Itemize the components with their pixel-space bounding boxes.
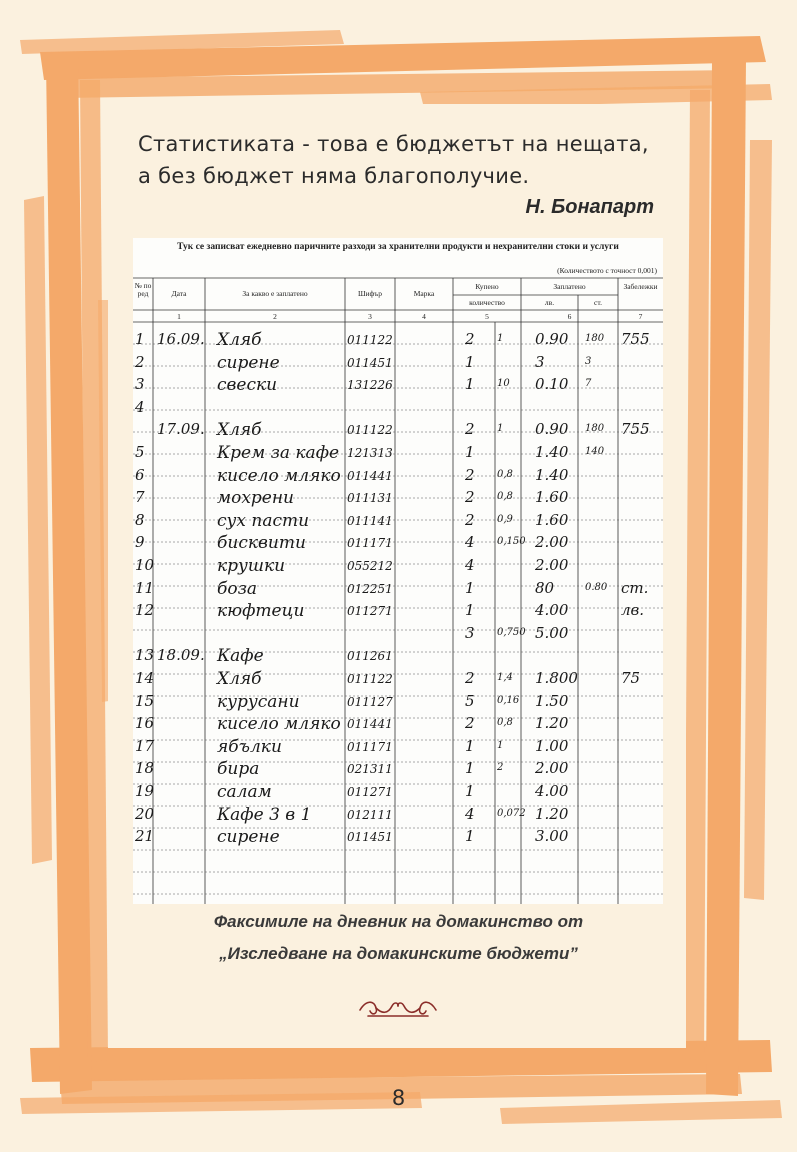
row-item: курусани <box>217 691 300 712</box>
row-unit: 0,8 <box>497 717 513 729</box>
row-code: 011122 <box>347 333 393 347</box>
row-extra: 0.80 <box>585 581 608 593</box>
header-num: № по ред <box>134 281 152 298</box>
row-number: 8 <box>135 510 145 529</box>
row-item: Хляб <box>217 330 262 350</box>
row-quantity: 2 <box>465 465 475 484</box>
caption-line-2: „Изследване на домакинските бюджети” <box>219 944 578 963</box>
row-unit: 0,072 <box>497 807 526 819</box>
row-item: бира <box>217 759 260 780</box>
row-price: 0.10 <box>535 375 569 394</box>
row-number: 7 <box>135 488 145 507</box>
row-extra: 140 <box>585 446 605 457</box>
row-number: 2 <box>135 352 145 371</box>
header-notes: Забележки <box>623 282 658 291</box>
row-item: сирене <box>217 352 280 373</box>
row-item: сирене <box>217 827 280 848</box>
row-price: 1.50 <box>535 691 569 710</box>
row-code: 021311 <box>347 762 393 777</box>
row-number: 18 <box>135 759 155 778</box>
row-code: 011271 <box>347 785 393 799</box>
row-code: 011261 <box>347 649 393 664</box>
row-quantity: 4 <box>465 556 475 574</box>
row-extra: 180 <box>585 333 605 344</box>
row-unit: 0,8 <box>497 468 513 480</box>
row-item: бисквити <box>217 533 306 554</box>
row-quantity: 1 <box>465 443 475 461</box>
row-number: 4 <box>135 397 145 416</box>
row-code: 131226 <box>347 378 393 393</box>
row-quantity: 1 <box>465 375 475 394</box>
epigraph-quote <box>138 128 658 192</box>
row-quantity: 4 <box>465 804 475 823</box>
header-quantity: количество <box>469 298 505 307</box>
quote-author: Н. Бонапарт <box>525 196 654 218</box>
row-note: лв. <box>621 601 645 620</box>
row-item: Кафе 3 в 1 <box>217 804 312 825</box>
header-bought: Купено <box>475 282 499 291</box>
row-code: 121313 <box>347 446 393 460</box>
row-code: 011171 <box>347 739 393 754</box>
row-unit: 1 <box>497 333 504 344</box>
row-number: 9 <box>135 533 145 552</box>
row-price: 4.00 <box>535 782 569 800</box>
row-price: 1.20 <box>535 714 569 733</box>
precision-note: (Количеството с точност 0,001) <box>557 266 657 275</box>
row-item: салам <box>217 782 272 802</box>
header-lv: лв. <box>544 298 555 307</box>
col-number: 2 <box>273 312 277 321</box>
row-quantity: 1 <box>465 601 475 620</box>
row-price: 1.40 <box>535 443 569 461</box>
row-item: боза <box>217 578 258 599</box>
header-st: ст. <box>594 298 602 307</box>
row-quantity: 1 <box>465 827 475 846</box>
row-number: 19 <box>135 782 155 800</box>
row-code: 011451 <box>347 830 393 845</box>
row-quantity: 2 <box>465 488 475 507</box>
row-code: 011122 <box>347 423 393 438</box>
row-code: 011131 <box>347 491 393 506</box>
header-date: Дата <box>171 289 187 298</box>
row-quantity: 2 <box>465 714 475 733</box>
row-note: 755 <box>621 420 650 439</box>
col-number: 7 <box>638 312 643 321</box>
row-note: ст. <box>621 578 649 597</box>
row-item: Кафе <box>217 646 264 667</box>
row-price: 1.60 <box>535 510 569 529</box>
row-item: мохрени <box>217 488 295 509</box>
row-unit: 2 <box>497 762 504 774</box>
row-price: 3 <box>535 352 545 371</box>
row-price: 1.60 <box>535 488 569 507</box>
row-number: 16 <box>135 714 155 733</box>
row-item: кисело мляко <box>217 465 341 486</box>
col-number: 3 <box>368 312 372 321</box>
row-number: 5 <box>135 443 145 461</box>
row-item: свески <box>217 375 278 396</box>
row-item: кюфтеци <box>217 601 305 622</box>
row-quantity: 2 <box>465 510 475 529</box>
row-code: 011271 <box>347 604 393 619</box>
row-unit: 0,8 <box>497 491 513 503</box>
row-unit: 0,16 <box>497 694 520 706</box>
row-quantity: 1 <box>465 759 475 778</box>
quote-line-2: а без бюджет няма благополучие. <box>138 164 530 188</box>
row-quantity: 2 <box>465 330 475 348</box>
row-price: 80 <box>535 578 555 597</box>
row-unit: 0,750 <box>497 626 526 638</box>
row-code: 011171 <box>347 536 393 551</box>
row-number: 3 <box>135 375 145 394</box>
row-price: 1.800 <box>535 669 578 687</box>
row-unit: 0,150 <box>497 536 526 548</box>
col-number: 6 <box>567 312 572 321</box>
row-note: 755 <box>621 330 650 348</box>
row-code: 012111 <box>347 807 393 822</box>
caption-line-1: Факсимиле на дневник на домакинство от <box>213 912 584 931</box>
diary-grid <box>133 238 663 904</box>
row-unit: 10 <box>497 378 510 390</box>
row-number: 11 <box>135 578 155 597</box>
row-unit: 1,4 <box>497 672 513 683</box>
col-number: 1 <box>177 312 181 321</box>
header-brand: Марка <box>413 289 435 298</box>
row-price: 3.00 <box>535 827 569 846</box>
page-number: 8 <box>391 1086 406 1110</box>
header-item: За какво е заплатено <box>242 289 308 298</box>
row-unit: 0,9 <box>497 513 513 525</box>
row-item: Хляб <box>217 669 262 689</box>
row-item: Хляб <box>217 420 262 441</box>
row-quantity: 3 <box>465 623 475 642</box>
facsimile-title: Тук се записват ежедневно паричните разходи за хранителни продукти и нехранителни стоки и услуги <box>177 242 619 252</box>
row-price: 5.00 <box>535 623 569 642</box>
row-number: 21 <box>135 827 155 846</box>
row-price: 2.00 <box>535 533 569 552</box>
row-number: 1 <box>135 330 145 348</box>
row-date: 18.09. <box>157 646 205 665</box>
row-extra: 3 <box>585 355 592 367</box>
row-quantity: 2 <box>465 669 475 687</box>
row-number: 20 <box>135 804 155 823</box>
header-paid: Заплатено <box>553 282 586 291</box>
row-quantity: 1 <box>465 782 475 800</box>
row-item: кисело мляко <box>217 714 341 735</box>
row-quantity: 4 <box>465 533 475 552</box>
row-code: 011441 <box>347 717 393 732</box>
row-price: 2.00 <box>535 759 569 778</box>
row-number: 14 <box>135 669 155 687</box>
row-price: 0.90 <box>535 330 569 348</box>
row-number: 13 <box>135 646 155 665</box>
row-code: 011141 <box>347 513 393 528</box>
row-number: 12 <box>135 601 155 620</box>
row-code: 011441 <box>347 468 393 483</box>
row-price: 4.00 <box>535 601 569 620</box>
row-item: Крем за кафе <box>217 443 340 463</box>
row-price: 1.00 <box>535 736 569 755</box>
col-number: 4 <box>422 312 426 321</box>
row-unit: 1 <box>497 423 504 435</box>
row-date: 16.09. <box>157 330 205 348</box>
header-code: Шифър <box>357 289 383 298</box>
row-number: 10 <box>135 556 155 574</box>
row-price: 2.00 <box>535 556 569 574</box>
row-quantity: 1 <box>465 736 475 755</box>
row-quantity: 5 <box>465 691 475 710</box>
row-extra: 7 <box>585 378 592 390</box>
row-number: 15 <box>135 691 155 710</box>
row-price: 0.90 <box>535 420 569 439</box>
row-extra: 180 <box>585 423 605 435</box>
row-item: сух пасти <box>217 510 310 531</box>
row-item: ябълки <box>217 736 282 757</box>
quote-line-1: Статистиката - това е бюджетът на нещата, <box>138 132 649 156</box>
row-code: 055212 <box>347 559 393 573</box>
household-diary-facsimile <box>133 238 663 904</box>
row-number: 17 <box>135 736 155 755</box>
ornament-icon <box>358 996 438 1018</box>
row-quantity: 1 <box>465 352 475 371</box>
row-quantity: 1 <box>465 578 475 597</box>
row-code: 011122 <box>347 672 393 686</box>
row-unit: 1 <box>497 739 504 751</box>
col-number: 5 <box>485 312 489 321</box>
row-date: 17.09. <box>157 420 205 439</box>
row-item: крушки <box>217 556 286 576</box>
row-note: 75 <box>621 669 641 687</box>
row-price: 1.40 <box>535 465 569 484</box>
row-code: 012251 <box>347 581 393 596</box>
row-price: 1.20 <box>535 804 569 823</box>
row-quantity: 2 <box>465 420 475 439</box>
row-number: 6 <box>135 465 145 484</box>
row-code: 011451 <box>347 355 393 370</box>
row-code: 011127 <box>347 694 393 709</box>
